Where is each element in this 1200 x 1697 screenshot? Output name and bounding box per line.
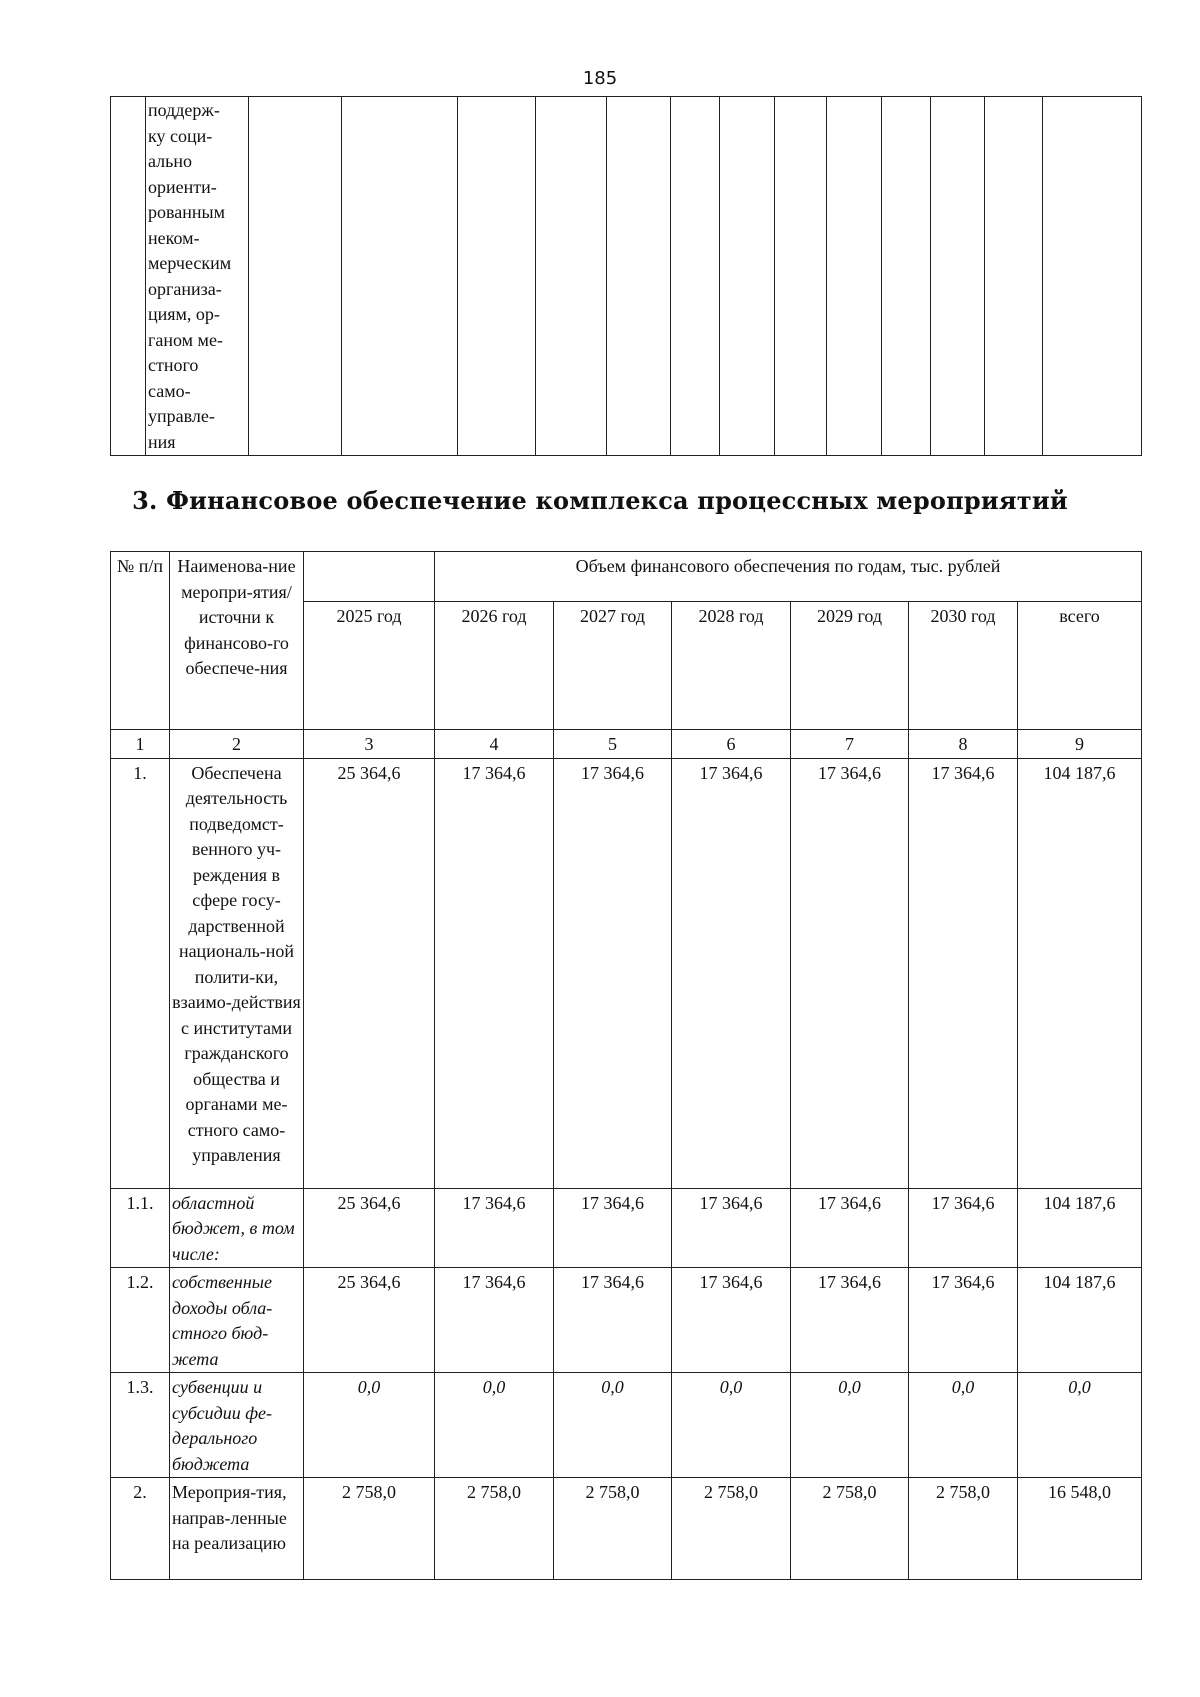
row-value: 17 364,6 [791,1268,909,1373]
header-year-2025: 2025 год [304,602,435,730]
row-value: 25 364,6 [304,1268,435,1373]
col-number: 6 [672,730,791,759]
row-value: 17 364,6 [909,1188,1018,1268]
row-value: 17 364,6 [554,1268,672,1373]
continuation-text-line: организа- [148,278,222,299]
continuation-cell [1043,97,1142,456]
row-num: 1.2. [111,1268,170,1373]
row-value: 104 187,6 [1018,758,1142,1188]
continuation-cell [720,97,775,456]
continuation-cell [671,97,720,456]
col-number: 8 [909,730,1018,759]
table-row [111,1188,1142,1268]
row-value: 17 364,6 [435,1188,554,1268]
continuation-text-line: ку соци- [148,125,213,146]
row-value: 0,0 [791,1373,909,1478]
row-num: 2. [111,1478,170,1580]
row-value: 17 364,6 [435,1268,554,1373]
row-value: 17 364,6 [791,1188,909,1268]
row-value: 2 758,0 [672,1478,791,1580]
continuation-cell [931,97,985,456]
row-value: 25 364,6 [304,1188,435,1268]
row-num: 1.1. [111,1188,170,1268]
header-num: № п/п [111,552,170,730]
continuation-text-line: ально [148,151,192,171]
table-row [111,1373,1142,1478]
row-value: 2 758,0 [554,1478,672,1580]
col-number: 1 [111,730,170,759]
row-value: 0,0 [304,1373,435,1478]
continuation-cell [607,97,671,456]
row-value: 17 364,6 [909,1268,1018,1373]
row-value: 17 364,6 [554,758,672,1188]
row-value: 2 758,0 [435,1478,554,1580]
table-row [111,1268,1142,1373]
continuation-text-line: ориенти- [148,176,217,197]
continuation-text-line: рованным [148,202,226,222]
row-value: 0,0 [909,1373,1018,1478]
continuation-cell [985,97,1043,456]
col-number: 5 [554,730,672,759]
row-value: 2 758,0 [304,1478,435,1580]
continuation-cell [111,97,146,456]
continuation-text-line: само- [148,380,191,401]
row-value: 17 364,6 [672,1188,791,1268]
col-number: 9 [1018,730,1142,759]
continuation-cell [458,97,536,456]
continuation-text-line: неком- [148,227,200,248]
row-value: 17 364,6 [909,758,1018,1188]
continuation-cell [249,97,342,456]
continuation-table [110,96,1142,456]
row-value: 2 758,0 [791,1478,909,1580]
row-value: 104 187,6 [1018,1268,1142,1373]
continuation-cell [882,97,931,456]
column-numbers-row [111,730,1142,759]
row-value: 0,0 [672,1373,791,1478]
section-title: 3. Финансовое обеспечение комплекса процессных мероприятий [132,486,1068,515]
row-value: 0,0 [435,1373,554,1478]
table-row [111,1478,1142,1580]
col-number: 7 [791,730,909,759]
row-value: 17 364,6 [672,1268,791,1373]
continuation-cell [827,97,882,456]
page-number: 185 [582,68,618,89]
header-empty [304,552,435,602]
row-name: Мероприя-тия, направ-ленные на реализацию [170,1478,304,1580]
header-total: всего [1018,602,1142,730]
continuation-text-line: ганом ме- [148,329,223,350]
continuation-text-cell [146,97,249,456]
row-name: собственные доходы обла-стного бюд-жета [170,1268,304,1373]
row-value: 25 364,6 [304,758,435,1188]
table-row [111,758,1142,1188]
header-year-2030: 2030 год [909,602,1018,730]
row-value: 17 364,6 [672,758,791,1188]
row-value: 104 187,6 [1018,1188,1142,1268]
continuation-text-line: ния [148,431,176,452]
continuation-cell [342,97,458,456]
row-value: 0,0 [554,1373,672,1478]
header-volume: Объем финансового обеспечения по годам, тыс. рублей [435,552,1142,602]
row-num: 1. [111,758,170,1188]
header-year-2027: 2027 год [554,602,672,730]
continuation-text-line: мерческим [148,253,232,273]
row-name: субвенции и субсидии фе-дерального бюджета [170,1373,304,1478]
col-number: 2 [170,730,304,759]
header-year-2029: 2029 год [791,602,909,730]
row-value: 17 364,6 [554,1188,672,1268]
financing-table [110,551,1142,1580]
row-num: 1.3. [111,1373,170,1478]
row-value: 0,0 [1018,1373,1142,1478]
row-value: 17 364,6 [791,758,909,1188]
row-name: Обеспечена деятельность подведомст-венного уч-реждения в сфере госу-дарственной националь-ной полити-ки, взаимо-действия с институтами гражданского общества и органами ме-стного само-управления [170,758,304,1188]
header-year-2028: 2028 год [672,602,791,730]
continuation-cell [536,97,607,456]
continuation-cell [775,97,827,456]
row-value: 2 758,0 [909,1478,1018,1580]
header-year-2026: 2026 год [435,602,554,730]
continuation-text-line: поддерж- [148,100,220,120]
col-number: 4 [435,730,554,759]
col-number: 3 [304,730,435,759]
continuation-text-line: циям, ор- [148,304,220,324]
row-value: 17 364,6 [435,758,554,1188]
continuation-text-line: стного [148,355,199,375]
continuation-text-line: управле- [148,406,215,426]
header-name: Наименова-ние меропри-ятия/источни к финансово-го обеспече-ния [170,552,304,730]
row-value: 16 548,0 [1018,1478,1142,1580]
row-name: областной бюджет, в том числе: [170,1188,304,1268]
